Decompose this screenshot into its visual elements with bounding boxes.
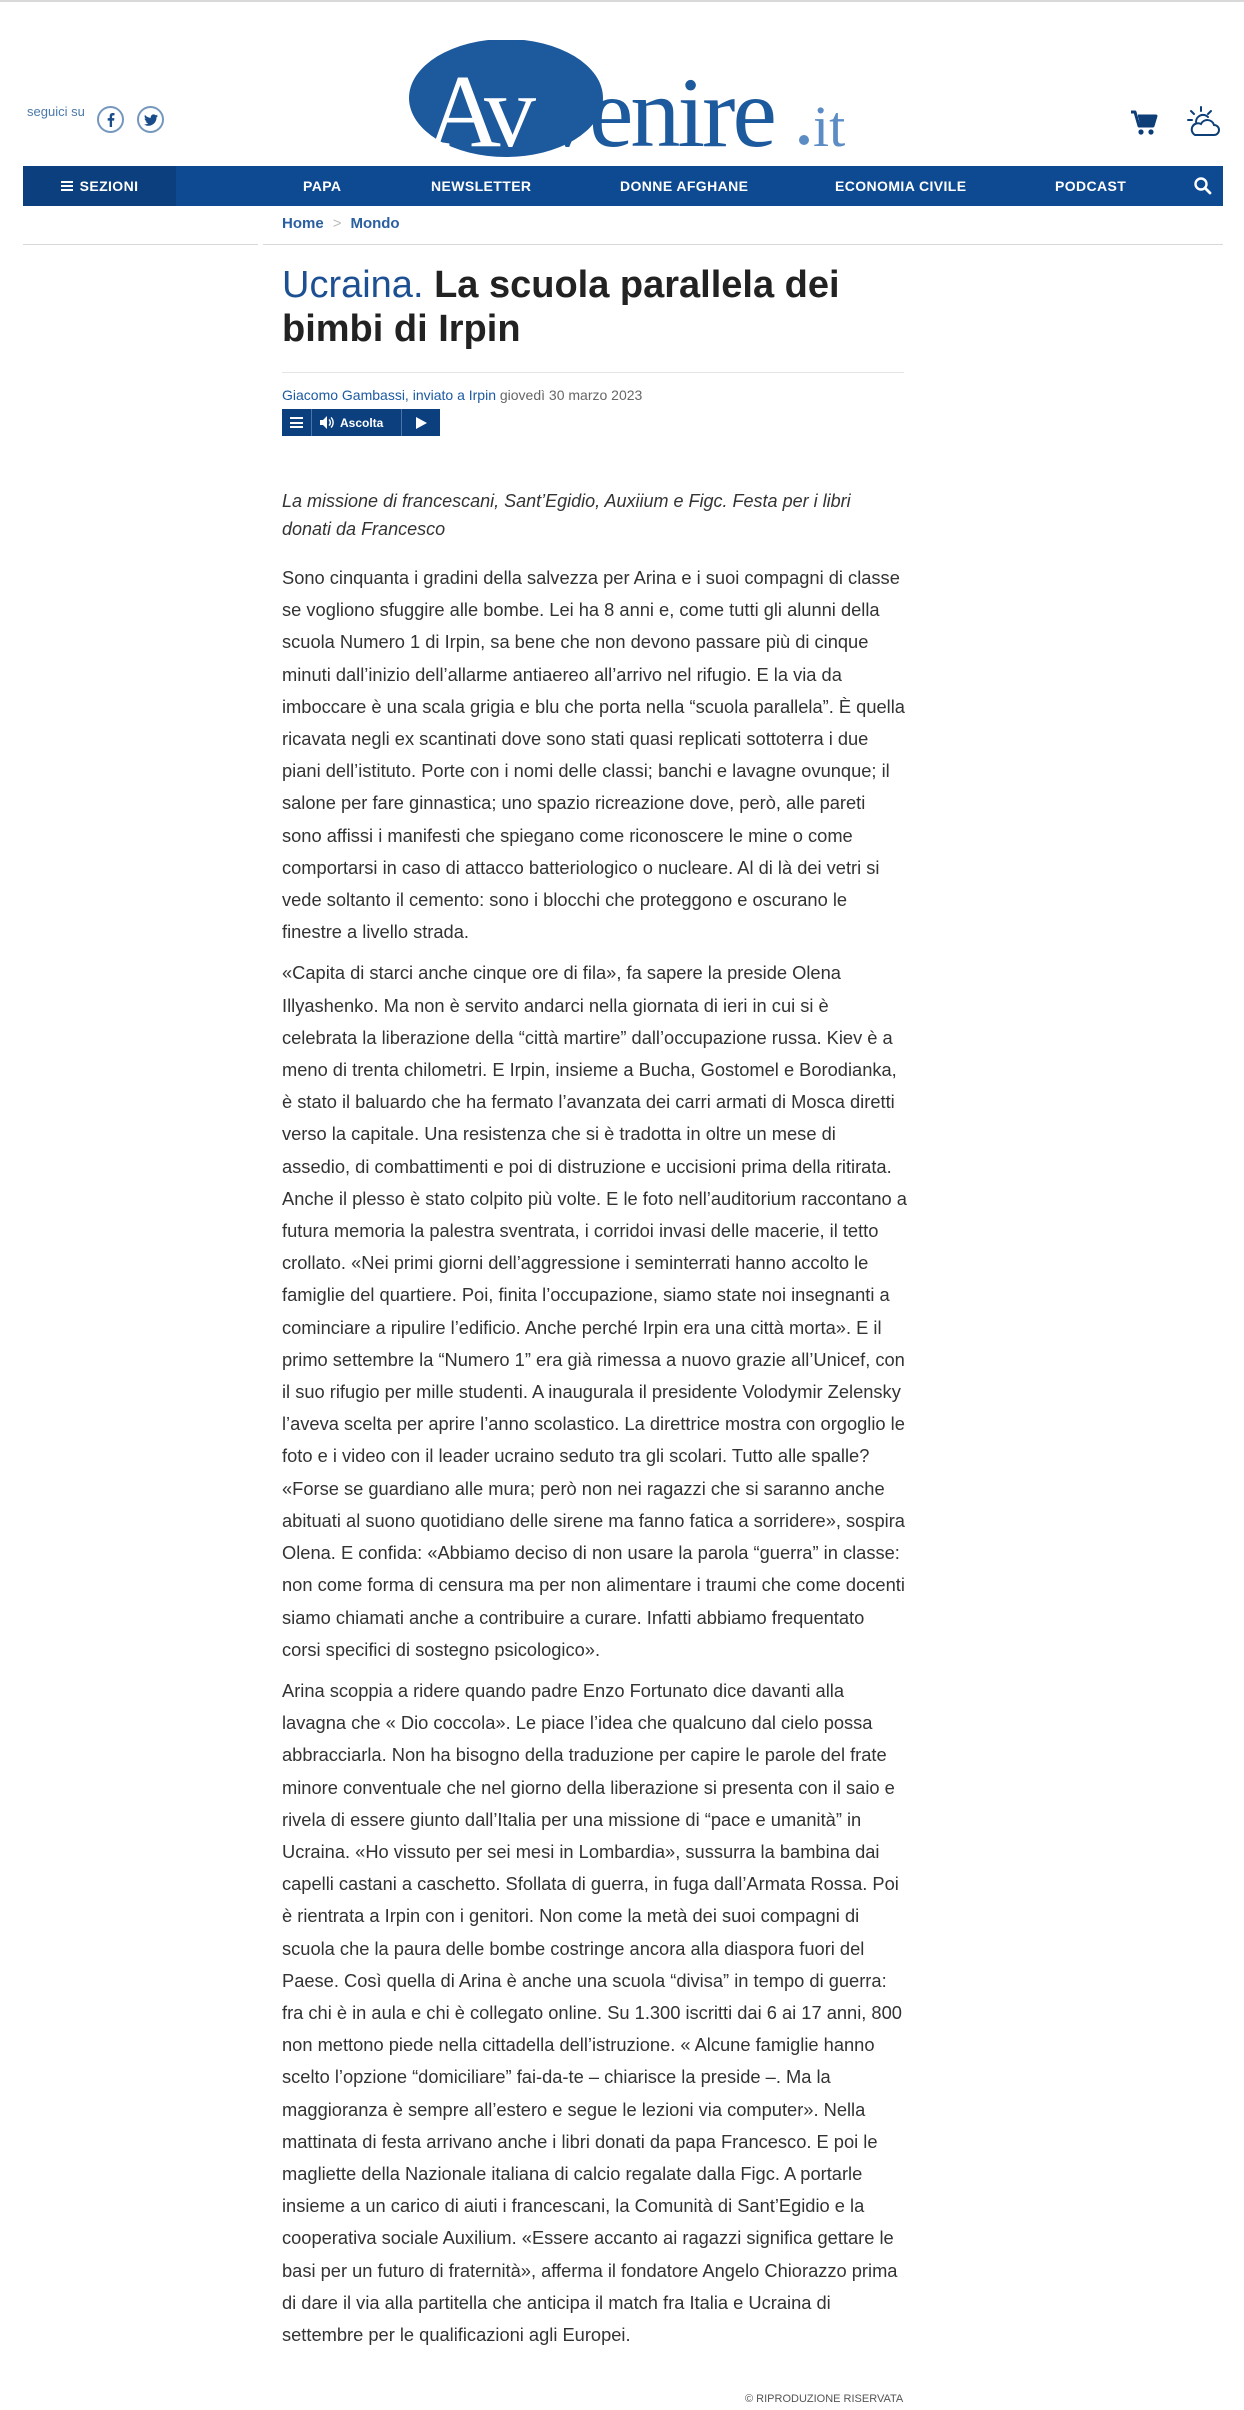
svg-text:it: it: [813, 94, 846, 159]
nav-item-podcast[interactable]: PODCAST: [1055, 178, 1127, 194]
main-navigation: [23, 166, 1223, 206]
svg-text:v: v: [484, 54, 530, 162]
nav-item-newsletter[interactable]: NEWSLETTER: [431, 178, 532, 194]
player-menu-button[interactable]: [282, 409, 312, 436]
top-border: [0, 0, 1244, 2]
facebook-icon[interactable]: [97, 106, 124, 133]
listen-button[interactable]: [312, 409, 402, 436]
breadcrumb-divider: [263, 244, 1223, 245]
title-divider: [282, 372, 904, 373]
player-menu-icon: [290, 417, 303, 428]
article-headline: La scuola parallela dei bimbi di Irpin: [282, 264, 840, 350]
speaker-icon: [320, 416, 335, 429]
svg-text:A: A: [426, 54, 496, 162]
article-kicker: Ucraina.: [282, 264, 424, 306]
article-paragraph: Sono cinquanta i gradini della salvezza per Arina e i suoi compagni di classe se vogliono sfuggire alle bombe. Lei ha 8 anni e, come tutti gli alunni della scuola Numero 1 di Irpin, sa bene che non devono passare più di cinque minuti dall’inizio dell’allarme antiaereo all’arrivo nel rifugio. E la via da imboccare è una scala grigia e blu che porta nella “scuola parallela”. È quella ricavata negli ex scantinati dove sono stati quasi replicati sottoterra i due piani dell’istituto. Porte con i nomi delle classi; banchi e lavagne ovunque; il salone per fare ginnastica; uno spazio ricreazione dove, però, alle pareti sono affissi i manifesti che spiegano come riconoscere le mine o come comportarsi in caso di attacco batteriologico o nucleare. Al di là dei vetri si vede soltanto il cemento: sono i blocchi che proteggono e oscurano le finestre a livello strada.: [282, 567, 905, 943]
weather-icon[interactable]: [1185, 104, 1221, 140]
nav-item-donne-afghane[interactable]: DONNE AFGHANE: [620, 178, 749, 194]
article-subtitle: La missione di francescani, Sant’Egidio, Auxiium e Figc. Festa per i libri donati da Francesco: [282, 491, 851, 539]
audio-player: [282, 409, 440, 436]
menu-icon: [61, 181, 73, 191]
sections-menu-button[interactable]: [23, 166, 176, 206]
avvenire-logo[interactable]: [388, 40, 888, 162]
sections-menu-label: SEZIONI: [79, 178, 139, 194]
article-title: [282, 263, 922, 351]
cart-icon[interactable]: [1130, 110, 1158, 136]
publish-date: giovedì 30 marzo 2023: [499, 387, 643, 403]
nav-item-papa[interactable]: PAPA: [303, 178, 342, 194]
search-icon[interactable]: [1193, 176, 1213, 196]
listen-label: Ascolta: [340, 415, 384, 430]
breadcrumb-home[interactable]: Home: [282, 215, 324, 232]
byline: [282, 387, 642, 403]
copyright-notice: © RIPRODUZIONE RISERVATA: [745, 2393, 904, 2405]
breadcrumb-separator: >: [332, 215, 342, 232]
svg-text:venire: venire: [542, 57, 774, 162]
breadcrumb: [282, 215, 400, 232]
article-paragraph: Arina scoppia a ridere quando padre Enzo Fortunato dice davanti alla lavagna che « Dio coccola». Le piace l’idea che qualcuno dal cielo possa abbracciarla. Non ha bisogno della traduzione per capire le parole del frate minore conventuale che nel giorno della liberazione si presenta con il saio e rivela di essere giunto dall’Italia per una missione di “pace e umanità” in Ucraina. «Ho vissuto per sei mesi in Lombardia», sussurra la bambina dai capelli castani a caschetto. Sfollata di guerra, in fuga dall’Armata Rossa. Poi è rientrata a Irpin con i genitori. Non come la metà dei suoi compagni di scuola che la paura delle bombe costringe ancora alla diaspora fuori del Paese. Così quella di Arina è anche una scuola “divisa” in tempo di guerra: fra chi è in aula e chi è collegato online. Su 1.300 iscritti dai 6 ai 17 anni, 800 non mettono piede nella cittadella dell’istruzione. « Alcune famiglie hanno scelto l’opzione “domiciliare” fai-da-te – chiarisce la preside –. Ma la maggioranza è sempre all’estero e segue le lezioni via computer». Nella mattinata di festa arrivano anche i libri donati da papa Francesco. E poi le magliette della Nazionale italiana di calcio regalate dalla Figc. A portarle insieme a un carico di aiuti i francescani, la Comunità di Sant’Egidio e la cooperativa sociale Auxilium. «Essere accanto ai ragazzi significa gettare le basi per un futuro di fraternità», afferma il fondatore Angelo Chiorazzo prima di dare il via alla partitella che anticipa il match fra Italia e Ucraina di settembre per le qualificazioni agli Europei.: [282, 1679, 902, 2345]
site-header: [23, 38, 1223, 166]
play-button[interactable]: [402, 409, 440, 436]
article-paragraph: «Capita di starci anche cinque ore di fila», fa sapere la preside Olena Illyashenko. Ma non è servito andarci nella giornata di ieri in cui si è celebrata la liberazione della “città martire” dall’occupazione russa. Kiev è a meno di trenta chilometri. E Irpin, insieme a Bucha, Gostomel e Borodianka, è stato il baluardo che ha fermato l’avanzata dei carri armati di Mosca diretti verso la capitale. Una resistenza che si è tradotta in oltre un mese di assedio, di combattimenti e poi di distruzione e uccisioni prima della ritirata. Anche il plesso è stato colpito più volte. E le foto nell’auditorium raccontano a futura memoria la palestra sventrata, i corridoi invasi delle macerie, il tetto crollato. «Nei primi giorni dell’aggressione i seminterrati hanno accolto le famiglie del quartiere. Poi, finita l’occupazione, siamo state noi insegnanti a cominciare a ripulire l’edificio. Anche perché Irpin era una città morta». E il primo settembre la “Numero 1” era già rimessa a nuovo grazie all’Unicef, con il suo rifugio per mille studenti. A inaugurala il presidente Volodymir Zelensky l’aveva scelta per aprire l’anno scolastico. La direttrice mostra con orgoglio le foto e i video con il leader ucraino seduto tra gli scolari. Tutto alle spalle? «Forse se guardiano alle mura; però non nei ragazzi che si saranno anche abituati al suono quotidiano delle sirene ma fanno fatica a sorridere», sospira Olena. E confida: «Abbiamo deciso di non usare la parola “guerra” in classe: non come forma di censura ma per non alimentare i traumi che come docenti siamo chiamati anche a contribuire a curare. Infatti abbiamo frequentato corsi specifici di sostegno psicologico».: [282, 962, 907, 1660]
author-link[interactable]: Giacomo Gambassi, inviato a Irpin: [282, 387, 496, 403]
sidebar-divider: [23, 244, 258, 245]
twitter-icon[interactable]: [137, 106, 164, 133]
play-icon: [416, 417, 427, 429]
article-body: [282, 562, 907, 2360]
nav-item-economia-civile[interactable]: ECONOMIA CIVILE: [835, 178, 967, 194]
follow-label: seguici su: [27, 104, 85, 119]
breadcrumb-section[interactable]: Mondo: [350, 215, 400, 232]
